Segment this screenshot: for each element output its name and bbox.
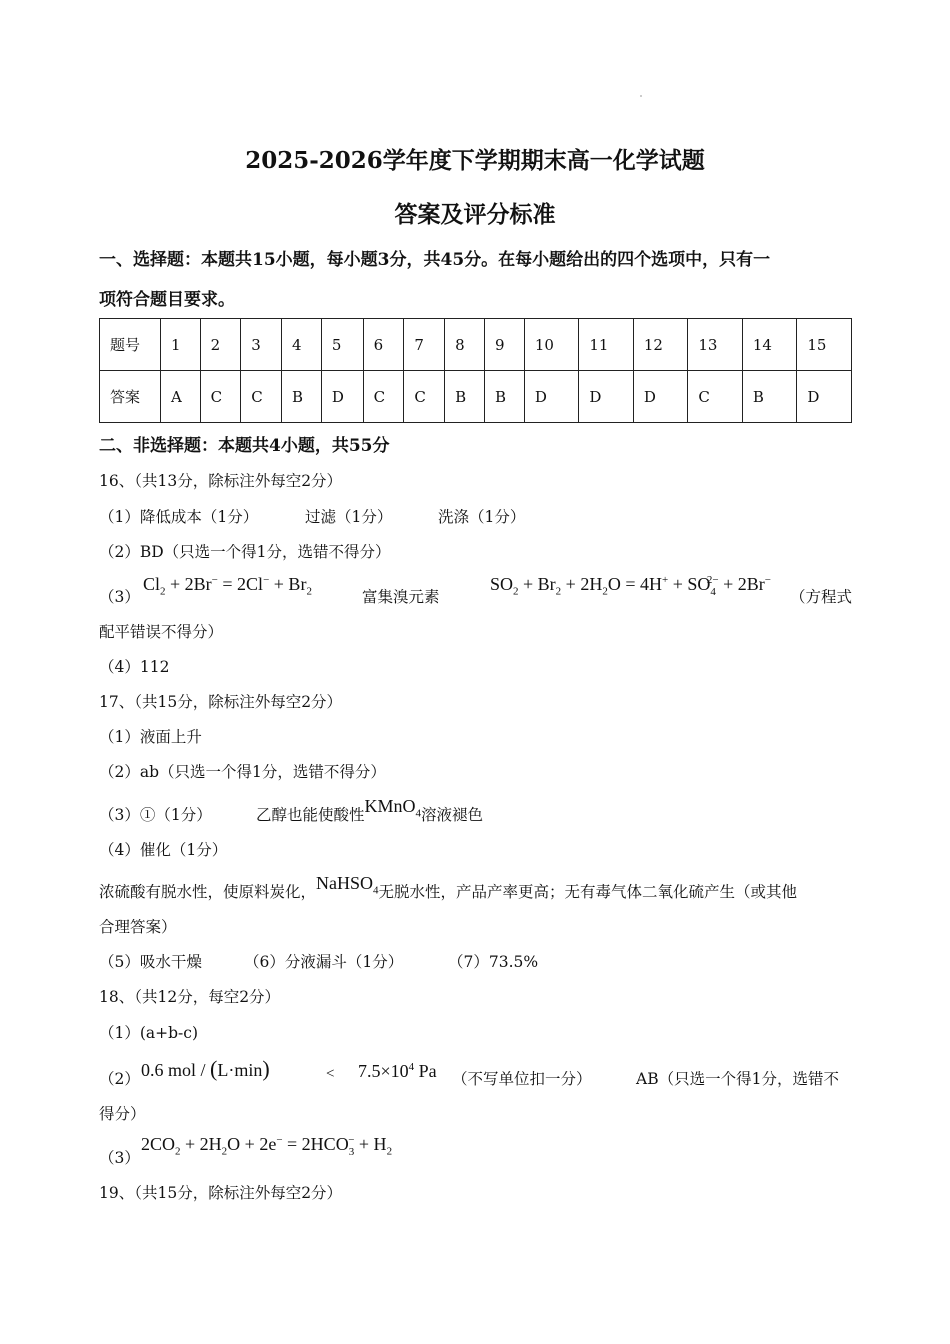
q17-nahso4-formula [316, 873, 379, 897]
q16-part1-c: 洗涤（1分） [438, 508, 526, 526]
table-cell: D [524, 371, 579, 423]
table-cell: D [797, 371, 852, 423]
table-cell: C [363, 371, 404, 423]
q17-part4-explanation [99, 873, 798, 905]
q17-part7: （7）73.5% [448, 953, 539, 971]
pressure-exponent: 4 [408, 1061, 415, 1073]
q18-less-than: < [326, 1066, 335, 1082]
q17-part5: （5）吸水干燥 [99, 953, 202, 971]
kmno4-text: KMnO [364, 796, 416, 816]
table-cell: B [445, 371, 485, 423]
nahso4-text: NaHSO [316, 873, 374, 893]
table-cell: 4 [282, 319, 322, 371]
q18-electrode-equation: $2CO_2 + 2H_2O + 2e^- = 2HCO_3^- + H_2$ [141, 1134, 393, 1158]
q17-part4: （4）催化（1分） [99, 841, 228, 859]
q17-part3-b [256, 796, 484, 828]
q17-kmno4-formula [364, 796, 422, 820]
nahso4-subscript: 4 [373, 884, 379, 897]
q18-part2-ab: AB（只选一个得1分，选错不 [636, 1070, 839, 1088]
table-row-label: 题号 [100, 319, 161, 371]
table-cell: D [633, 371, 688, 423]
table-cell: 2 [200, 319, 241, 371]
table-cell: B [282, 371, 322, 423]
q16-part4: （4）112 [99, 658, 170, 676]
table-cell: C [241, 371, 282, 423]
rate-unit: L·min [217, 1060, 263, 1080]
table-cell: 1 [161, 319, 201, 371]
q18-part3-label: （3） [99, 1149, 140, 1167]
q17-part4-cont: 合理答案） [99, 918, 177, 936]
table-cell: D [321, 371, 363, 423]
table-cell: 6 [363, 319, 404, 371]
q16-equation-chlorine: $Cl_2 + 2Br^- = 2Cl^- + Br_2$ [143, 574, 312, 598]
table-cell: C [688, 371, 743, 423]
q18-part1: （1）(a+b-c) [99, 1024, 199, 1042]
scan-dot [640, 95, 642, 97]
table-cell: 3 [241, 319, 282, 371]
q17-part3-suffix: 溶液褪色 [421, 806, 484, 824]
section1-heading-line2: 项符合题目要求。 [99, 290, 235, 310]
table-cell: 12 [633, 319, 688, 371]
q16-part3-cont: 配平错误不得分） [99, 623, 224, 641]
table-cell: 10 [524, 319, 579, 371]
pressure-unit: Pa [414, 1061, 437, 1081]
table-cell: B [742, 371, 797, 423]
q17-part1: （1）液面上升 [99, 728, 202, 746]
table-cell: 7 [404, 319, 445, 371]
q17-part2: （2）ab（只选一个得1分，选错不得分） [99, 763, 386, 781]
page-title: 2025-2026学年度下学期期末高一化学试题 [245, 147, 705, 174]
q18-part2-cont: 得分） [99, 1105, 146, 1123]
table-cell: C [404, 371, 445, 423]
table-row-label: 答案 [100, 371, 161, 423]
q16-part1-b: 过滤（1分） [305, 508, 393, 526]
table-cell: C [200, 371, 241, 423]
table-cell: 14 [742, 319, 797, 371]
q18-rate-value [141, 1056, 270, 1082]
q17-heading: 17、（共15分，除标注外每空2分） [99, 693, 343, 711]
table-cell: 8 [445, 319, 485, 371]
q19-heading: 19、（共15分，除标注外每空2分） [99, 1184, 343, 1202]
answer-table [99, 318, 852, 423]
rate-text: 0.6 mol / [141, 1060, 206, 1080]
question-number-row [100, 319, 852, 371]
table-cell: 13 [688, 319, 743, 371]
q16-part1-a: （1）降低成本（1分） [99, 508, 259, 526]
q16-part2: （2）BD（只选一个得1分，选错不得分） [99, 543, 391, 561]
section1-heading-line1: 一、选择题：本题共15小题，每小题3分，共45分。在每小题给出的四个选项中，只有一 [99, 250, 771, 270]
q17-part4-text-a: 浓硫酸有脱水性，使原料炭化， [99, 883, 317, 901]
pressure-text: 7.5×10 [358, 1061, 409, 1081]
answer-row [100, 371, 852, 423]
q16-part3-label: （3） [99, 588, 140, 606]
q18-part2-note: （不写单位扣一分） [452, 1070, 592, 1088]
q16-part3-note: （方程式 [790, 588, 853, 606]
table-cell: 5 [321, 319, 363, 371]
q17-part3-a: （3）①（1分） [99, 806, 212, 824]
page-subtitle: 答案及评分标准 [394, 201, 556, 228]
q18-pressure [358, 1061, 437, 1082]
q16-equation-sulfur: $SO_2 + Br_2 + 2H_2O = 4H^+ + SO_4^{2-} + 2Br^-$ [490, 574, 771, 598]
table-cell: 11 [579, 319, 634, 371]
q18-part2-label: （2） [99, 1070, 140, 1088]
table-cell: B [484, 371, 524, 423]
q16-part3-mid: 富集溴元素 [362, 588, 440, 606]
paren-left: ( [210, 1056, 218, 1081]
q17-part6: （6）分液漏斗（1分） [244, 953, 404, 971]
q17-part4-text-b: 无脱水性，产品产率更高；无有毒气体二氧化硫产生（或其他 [378, 883, 798, 901]
q17-part3-text: 乙醇也能使酸性 [256, 806, 365, 824]
table-cell: A [161, 371, 201, 423]
section2-heading: 二、非选择题：本题共4小题，共55分 [99, 436, 390, 456]
table-cell: 15 [797, 319, 852, 371]
q18-heading: 18、（共12分，每空2分） [99, 988, 281, 1006]
q16-heading: 16、（共13分，除标注外每空2分） [99, 472, 343, 490]
table-cell: 9 [484, 319, 524, 371]
table-cell: D [579, 371, 634, 423]
kmno4-subscript: 4 [415, 807, 422, 820]
paren-right: ) [262, 1056, 270, 1081]
